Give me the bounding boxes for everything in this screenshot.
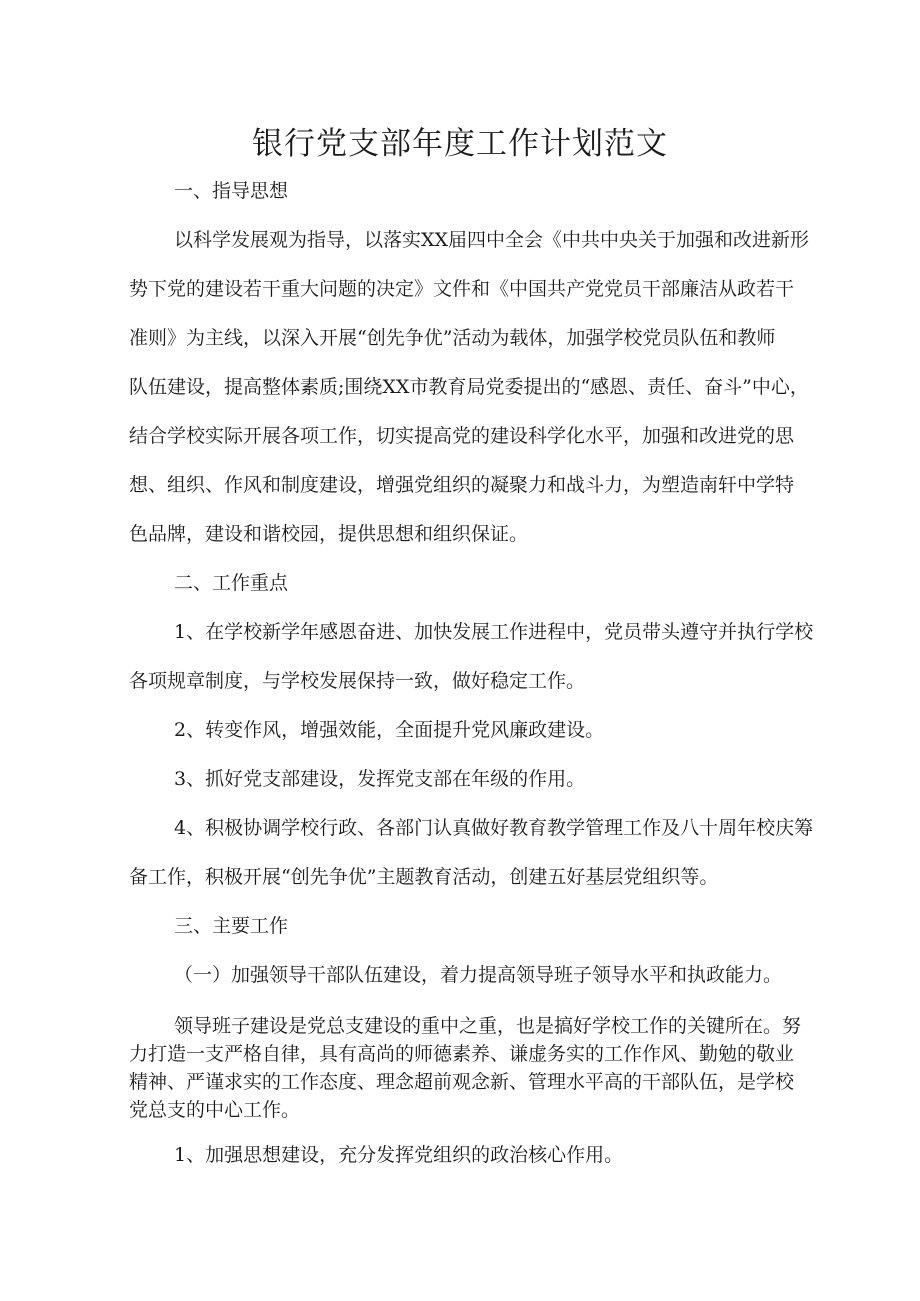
list-item-line: 备工作，积极开展“创先争优”主题教育活动，创建五好基层党组织等。	[129, 866, 719, 888]
section-heading-main-work: 三、主要工作	[174, 915, 289, 937]
paragraph-line: 势下党的建设若干重大问题的决定》文件和《中国共产党党员干部廉洁从政若干	[129, 278, 795, 300]
list-item: 1、加强思想建设，充分发挥党组织的政治核心作用。	[174, 1144, 624, 1166]
paragraph-line: 力打造一支严格自律，具有高尚的师德素养、谦虚务实的工作作风、勤勉的敬业	[129, 1043, 795, 1065]
paragraph-line: 色品牌，建设和谐校园，提供思想和组织保证。	[129, 523, 529, 545]
document-title: 银行党支部年度工作计划范文	[252, 126, 668, 162]
list-item: 3、抓好党支部建设，发挥党支部在年级的作用。	[174, 768, 586, 790]
list-item-line: 4、积极协调学校行政、各部门认真做好教育教学管理工作及八十周年校庆筹	[174, 817, 814, 839]
list-item-line: 1、在学校新学年感恩奋进、加快发展工作进程中，党员带头遵守并执行学校	[174, 621, 814, 643]
paragraph-line: 党总支的中心工作。	[129, 1099, 301, 1121]
list-item: 2、转变作风，增强效能，全面提升党风廉政建设。	[174, 719, 605, 741]
paragraph-line: 结合学校实际开展各项工作，切实提高党的建设科学化水平，加强和改进党的思	[129, 425, 795, 447]
section-heading-work-focus: 二、工作重点	[174, 572, 289, 594]
subsection-heading: （一）加强领导干部队伍建设，着力提高领导班子领导水平和执政能力。	[174, 964, 783, 986]
list-item-line: 各项规章制度，与学校发展保持一致，做好稳定工作。	[129, 670, 586, 692]
paragraph-line: 准则》为主线，以深入开展“创先争优”活动为载体，加强学校党员队伍和教师	[129, 327, 776, 349]
paragraph-line: 队伍建设，提高整体素质;围绕XX市教育局党委提出的“感恩、责任、奋斗”中心，	[129, 376, 809, 398]
section-heading-guiding-ideology: 一、指导思想	[174, 180, 289, 202]
paragraph-line: 以科学发展观为指导，以落实XX届四中全会《中共中央关于加强和改进新形	[174, 229, 810, 251]
paragraph-line: 精神、严谨求实的工作态度、理念超前观念新、管理水平高的干部队伍，是学校	[129, 1071, 795, 1093]
paragraph-line: 领导班子建设是党总支建设的重中之重，也是搞好学校工作的关键所在。努	[174, 1015, 802, 1037]
paragraph-line: 想、组织、作风和制度建设，增强党组织的凝聚力和战斗力，为塑造南轩中学特	[129, 474, 795, 496]
